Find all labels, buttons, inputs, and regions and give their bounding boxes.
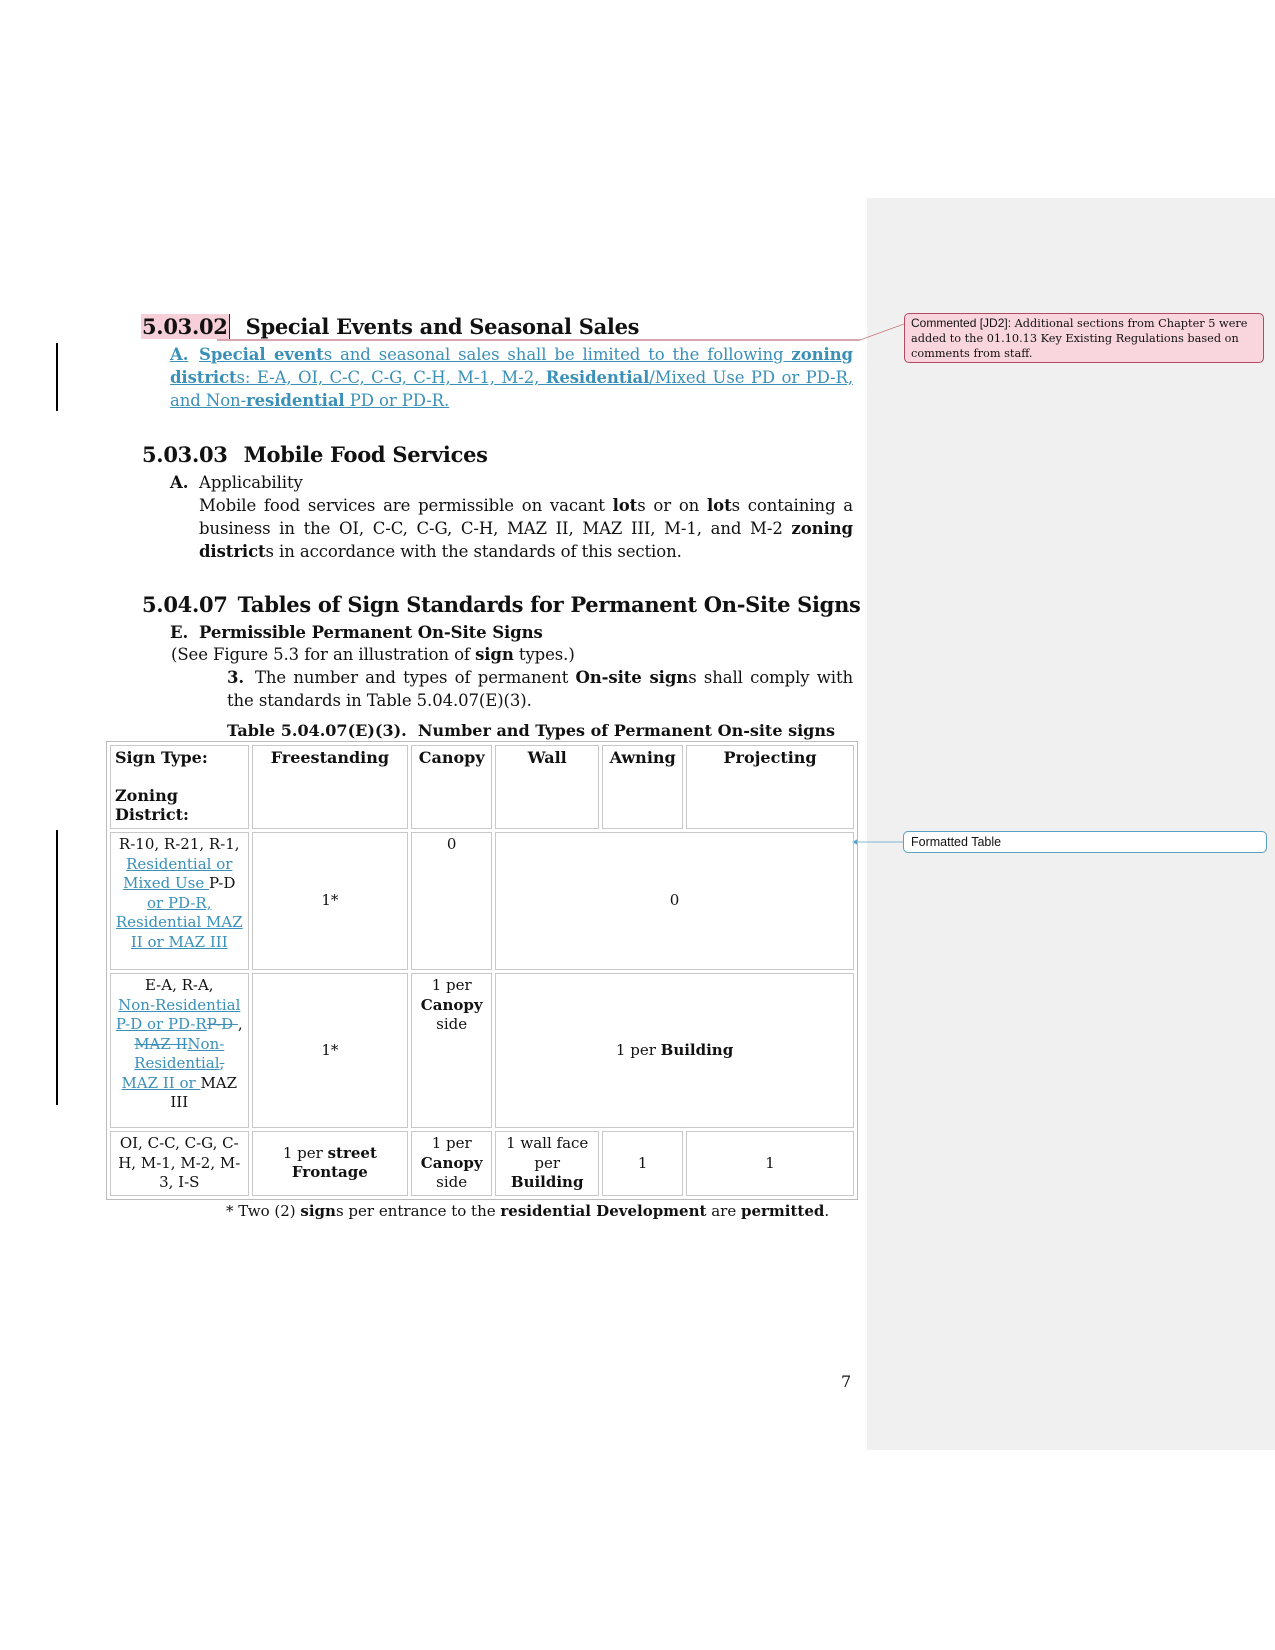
section-title: Tables of Sign Standards for Permanent On-Site Signs <box>237 592 861 617</box>
text: , <box>237 1015 243 1033</box>
defined-term: Canopy <box>420 995 483 1014</box>
defined-term: Building <box>660 1040 734 1059</box>
inserted-text: s: E-A, OI, C-C, C-G, C-H, M-1, M-2, <box>236 368 546 387</box>
section-number[interactable]: 5.03.02 <box>142 314 228 339</box>
header-freestanding: Freestanding <box>252 745 409 829</box>
text: E-A, R-A, <box>144 976 214 994</box>
list-label: A. <box>170 473 189 492</box>
defined-term: residential Development <box>500 1202 707 1220</box>
text: 1 per <box>282 1143 328 1162</box>
section-number: 5.03.03 <box>142 442 228 467</box>
wall-awning-projecting-cell <box>495 973 854 1128</box>
text: s containing a business in the OI, C-C, C-G, C-H, MAZ II, MAZ III, M-1, and M-2 <box>199 496 853 538</box>
text: s or on <box>637 496 707 515</box>
text: 1 per <box>431 976 472 994</box>
list-label: A. <box>170 345 189 364</box>
item-3-paragraph <box>227 666 853 712</box>
text: P-D <box>209 874 236 892</box>
section-title: Mobile Food Services <box>243 442 488 467</box>
defined-term: zoning district <box>199 519 853 561</box>
defined-term: Frontage <box>291 1163 368 1182</box>
see-figure-note <box>171 643 575 666</box>
defined-term: On-site sign <box>575 668 689 687</box>
text: MAZ III <box>170 1073 238 1111</box>
defined-term: Special event <box>199 345 324 364</box>
header-projecting: Projecting <box>686 745 854 829</box>
paragraph-special-events <box>170 343 853 412</box>
text: * Two (2) <box>226 1202 301 1220</box>
text: s in accordance with the standards of this section. <box>265 542 682 561</box>
defined-term: lot <box>707 496 732 515</box>
inserted-text: Residential or Mixed Use <box>123 854 233 892</box>
text: types.) <box>513 645 575 664</box>
defined-term: Building <box>510 1173 584 1191</box>
sign-standards-table <box>106 741 858 1200</box>
district-cell: OI, C-C, C-G, C-H, M-1, M-2, M-3, I-S <box>110 1131 249 1196</box>
heading-5-04-07 <box>142 592 861 617</box>
table-caption: Table 5.04.07(E)(3). Number and Types of Permanent On-site signs <box>227 721 835 740</box>
paragraph-mobile-food <box>199 494 853 563</box>
list-label: 3. <box>227 668 245 687</box>
defined-term: Residential <box>545 368 650 387</box>
defined-term: permitted <box>740 1202 825 1220</box>
table-row <box>110 1131 854 1196</box>
table-row <box>110 832 854 970</box>
defined-term: street <box>327 1143 377 1162</box>
defined-term: sign <box>300 1202 336 1220</box>
inserted-text: or PD-R, Residential MAZ II or MAZ III <box>115 893 243 951</box>
heading-5-03-02 <box>141 314 639 339</box>
projecting-cell: 1 <box>686 1131 854 1196</box>
deleted-text: , <box>219 1054 225 1072</box>
text: 1 wall face <box>506 1134 589 1152</box>
inserted-text: /Mixed Use PD or PD-R, and Non- <box>170 368 853 410</box>
district-cell <box>110 832 249 970</box>
awning-cell: 1 <box>602 1131 683 1196</box>
defined-term: Canopy <box>420 1153 483 1172</box>
inserted-text: Non-Residential P-D or PD-R <box>115 995 241 1033</box>
table-row <box>110 973 854 1128</box>
inserted-text: MAZ II or <box>121 1073 201 1092</box>
text: per <box>534 1153 560 1172</box>
zoning-district-label: Zoning District: <box>115 785 189 824</box>
defined-term: lot <box>612 496 638 515</box>
inserted-text: PD or PD-R. <box>344 391 450 410</box>
comment-text: Additional sections from Chapter 5 were added to the 01.10.13 Key Existing Regulations based on comments from staff. <box>911 317 1248 360</box>
text: 1 per <box>615 1040 661 1059</box>
defined-term: sign <box>475 645 514 664</box>
freestanding-cell: 1* <box>252 832 409 970</box>
freestanding-cell: 1* <box>252 973 409 1128</box>
section-title: Special Events and Seasonal Sales <box>245 314 640 339</box>
text: The number and types of permanent <box>255 668 576 687</box>
header-sign-type-cell <box>110 745 249 829</box>
table-footnote <box>226 1202 829 1220</box>
inserted-text: Non-Residential <box>134 1034 225 1072</box>
table-header-row <box>110 745 854 829</box>
text: R-10, R-21, R-1, <box>118 835 240 853</box>
defined-term: zoning district <box>170 345 853 387</box>
inserted-text: s and seasonal sales shall be limited to the following <box>323 345 792 364</box>
section-number: 5.04.07 <box>142 592 228 617</box>
text: Mobile food services are permissible on vacant <box>199 496 613 515</box>
header-awning: Awning <box>602 745 683 829</box>
district-cell <box>110 973 249 1128</box>
text: 1 per <box>431 1134 472 1152</box>
text: . <box>824 1202 830 1220</box>
text: (See Figure 5.3 for an illustration of <box>171 645 476 664</box>
wall-awning-projecting-cell: 0 <box>495 832 854 970</box>
subheading-permissible <box>170 621 543 644</box>
text: s shall comply with the standards in Table 5.04.07(E)(3). <box>227 668 853 710</box>
subheading-text: Permissible Permanent On-Site Signs <box>199 623 543 642</box>
text: s per entrance to the <box>335 1202 501 1220</box>
canopy-cell <box>411 1131 492 1196</box>
freestanding-cell <box>252 1131 409 1196</box>
defined-term: residential <box>246 391 345 410</box>
wall-cell <box>495 1131 599 1196</box>
sign-type-label: Sign Type: <box>115 748 208 767</box>
canopy-cell <box>411 973 492 1128</box>
formatting-balloon[interactable]: Formatted Table <box>903 831 1267 853</box>
comment-author: Commented [JD2]: <box>911 316 1012 330</box>
header-wall: Wall <box>495 745 599 829</box>
canopy-cell: 0 <box>411 832 492 970</box>
subheading-applicability <box>170 471 303 494</box>
subheading-text: Applicability <box>199 473 303 492</box>
page-number: 7 <box>841 1372 852 1391</box>
comment-balloon[interactable] <box>904 313 1264 363</box>
heading-5-03-03 <box>142 442 488 467</box>
deleted-text: P-D <box>206 1015 238 1033</box>
text: are <box>706 1202 741 1220</box>
header-canopy: Canopy <box>411 745 492 829</box>
list-label: E. <box>170 623 189 642</box>
deleted-text: MAZ II <box>134 1034 188 1053</box>
text: side <box>436 1015 468 1033</box>
text: side <box>436 1173 468 1191</box>
